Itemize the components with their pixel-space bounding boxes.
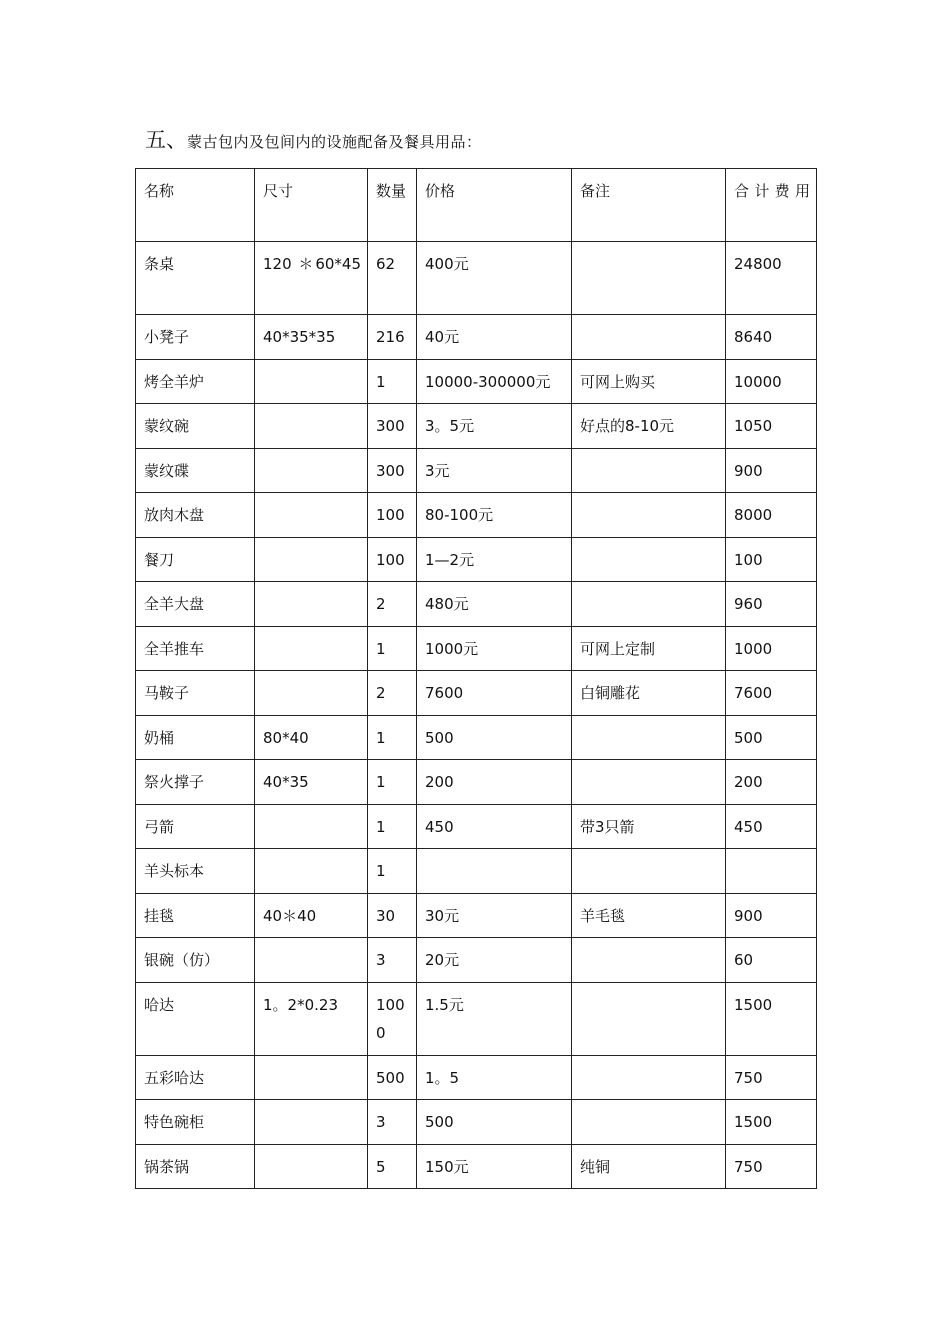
cell-size: [255, 582, 368, 627]
cell-price: [417, 849, 572, 894]
cell-size: [255, 804, 368, 849]
cell-qty: 100: [368, 537, 417, 582]
table-row: [136, 404, 817, 449]
cell-price: 3。5元: [417, 404, 572, 449]
table-row: [136, 537, 817, 582]
cell-size: 40*35*35: [255, 315, 368, 360]
table-row: [136, 493, 817, 538]
table-row: [136, 893, 817, 938]
cell-total: 450: [726, 804, 817, 849]
cell-price: 80-100元: [417, 493, 572, 538]
cell-total: 750: [726, 1144, 817, 1189]
cell-qty: 2: [368, 582, 417, 627]
cell-price: 7600: [417, 671, 572, 716]
cell-note: [572, 760, 726, 805]
cell-name: 马鞍子: [136, 671, 255, 716]
cell-size: [255, 493, 368, 538]
cell-price: 1。5: [417, 1055, 572, 1100]
table-row: [136, 760, 817, 805]
cell-qty: 1: [368, 715, 417, 760]
table-row: [136, 359, 817, 404]
cell-note: [572, 1055, 726, 1100]
table-row: [136, 938, 817, 983]
section-number: 五、: [145, 128, 187, 152]
cell-qty: 1: [368, 359, 417, 404]
table-header-row: [136, 169, 817, 242]
cell-total: 1500: [726, 1100, 817, 1145]
cell-total: 500: [726, 715, 817, 760]
cell-note: [572, 537, 726, 582]
cell-qty: 30: [368, 893, 417, 938]
cell-total: 8640: [726, 315, 817, 360]
table-row: [136, 804, 817, 849]
cell-note: 纯铜: [572, 1144, 726, 1189]
cell-name: 奶桶: [136, 715, 255, 760]
cell-price: 1.5元: [417, 982, 572, 1055]
cell-size: 40*35: [255, 760, 368, 805]
cell-qty: 3: [368, 938, 417, 983]
cell-name: 放肉木盘: [136, 493, 255, 538]
cell-name: 五彩哈达: [136, 1055, 255, 1100]
cell-note: 可网上定制: [572, 626, 726, 671]
cell-qty: 3: [368, 1100, 417, 1145]
header-total: 合计费用: [726, 169, 817, 242]
cell-note: [572, 448, 726, 493]
cell-price: 10000-300000元: [417, 359, 572, 404]
cell-total: 24800: [726, 242, 817, 315]
table-row: [136, 1100, 817, 1145]
cell-size: [255, 359, 368, 404]
cell-size: 1。2*0.23: [255, 982, 368, 1055]
cell-qty: 100: [368, 493, 417, 538]
cell-note: [572, 493, 726, 538]
cell-qty: 500: [368, 1055, 417, 1100]
cell-total: 900: [726, 448, 817, 493]
cell-note: 带3只箭: [572, 804, 726, 849]
cell-note: 可网上购买: [572, 359, 726, 404]
cell-name: 蒙纹碗: [136, 404, 255, 449]
cell-name: 烤全羊炉: [136, 359, 255, 404]
cell-size: [255, 849, 368, 894]
cell-price: 3元: [417, 448, 572, 493]
section-heading: [145, 124, 482, 154]
header-size: 尺寸: [255, 169, 368, 242]
cell-qty: 1000: [368, 982, 417, 1055]
cell-note: [572, 582, 726, 627]
section-title: 蒙古包内及包间内的设施配备及餐具用品：: [187, 133, 482, 151]
table-row: [136, 1144, 817, 1189]
cell-size: [255, 1100, 368, 1145]
cell-qty: 300: [368, 448, 417, 493]
cell-total: 60: [726, 938, 817, 983]
table-row: [136, 242, 817, 315]
equipment-table: [135, 168, 817, 1189]
cell-price: 400元: [417, 242, 572, 315]
cell-qty: 1: [368, 804, 417, 849]
cell-total: 1000: [726, 626, 817, 671]
cell-name: 条桌: [136, 242, 255, 315]
cell-name: 祭火撑子: [136, 760, 255, 805]
cell-price: 40元: [417, 315, 572, 360]
cell-note: [572, 315, 726, 360]
cell-name: 挂毯: [136, 893, 255, 938]
cell-qty: 216: [368, 315, 417, 360]
table-row: [136, 448, 817, 493]
table-row: [136, 849, 817, 894]
header-note: 备注: [572, 169, 726, 242]
cell-price: 1000元: [417, 626, 572, 671]
cell-name: 弓箭: [136, 804, 255, 849]
cell-name: 全羊推车: [136, 626, 255, 671]
cell-total: 900: [726, 893, 817, 938]
table-row: [136, 982, 817, 1055]
cell-price: 200: [417, 760, 572, 805]
cell-name: 小凳子: [136, 315, 255, 360]
header-qty: 数量: [368, 169, 417, 242]
cell-price: 480元: [417, 582, 572, 627]
cell-name: 餐刀: [136, 537, 255, 582]
cell-size: [255, 537, 368, 582]
cell-note: [572, 242, 726, 315]
cell-total: 750: [726, 1055, 817, 1100]
cell-name: 全羊大盘: [136, 582, 255, 627]
table-row: [136, 626, 817, 671]
cell-name: 特色碗柜: [136, 1100, 255, 1145]
cell-size: [255, 626, 368, 671]
cell-qty: 2: [368, 671, 417, 716]
table-row: [136, 582, 817, 627]
cell-qty: 5: [368, 1144, 417, 1189]
cell-total: 960: [726, 582, 817, 627]
table-row: [136, 715, 817, 760]
cell-size: [255, 938, 368, 983]
cell-note: 羊毛毯: [572, 893, 726, 938]
cell-price: 500: [417, 1100, 572, 1145]
cell-qty: 1: [368, 626, 417, 671]
cell-name: 蒙纹碟: [136, 448, 255, 493]
cell-price: 30元: [417, 893, 572, 938]
cell-price: 450: [417, 804, 572, 849]
table-row: [136, 671, 817, 716]
cell-size: [255, 1055, 368, 1100]
cell-qty: 1: [368, 849, 417, 894]
cell-size: [255, 671, 368, 716]
table-row: [136, 1055, 817, 1100]
cell-note: [572, 938, 726, 983]
cell-note: [572, 1100, 726, 1145]
cell-size: 40＊40: [255, 893, 368, 938]
cell-qty: 1: [368, 760, 417, 805]
cell-qty: 300: [368, 404, 417, 449]
cell-total: [726, 849, 817, 894]
cell-name: 银碗（仿）: [136, 938, 255, 983]
cell-size: [255, 448, 368, 493]
cell-price: 20元: [417, 938, 572, 983]
cell-name: 羊头标本: [136, 849, 255, 894]
cell-size: 120 ＊60*45: [255, 242, 368, 315]
cell-qty: 62: [368, 242, 417, 315]
cell-size: [255, 404, 368, 449]
cell-size: [255, 1144, 368, 1189]
cell-total: 8000: [726, 493, 817, 538]
header-price: 价格: [417, 169, 572, 242]
table-body: [136, 169, 817, 1189]
cell-note: 好点的8-10元: [572, 404, 726, 449]
cell-total: 10000: [726, 359, 817, 404]
cell-total: 100: [726, 537, 817, 582]
cell-total: 1500: [726, 982, 817, 1055]
cell-name: 哈达: [136, 982, 255, 1055]
cell-price: 1—2元: [417, 537, 572, 582]
header-name: 名称: [136, 169, 255, 242]
cell-note: 白铜雕花: [572, 671, 726, 716]
cell-total: 200: [726, 760, 817, 805]
cell-price: 150元: [417, 1144, 572, 1189]
cell-total: 1050: [726, 404, 817, 449]
cell-name: 锅茶锅: [136, 1144, 255, 1189]
cell-price: 500: [417, 715, 572, 760]
cell-size: 80*40: [255, 715, 368, 760]
cell-note: [572, 715, 726, 760]
cell-note: [572, 982, 726, 1055]
table-row: [136, 315, 817, 360]
cell-total: 7600: [726, 671, 817, 716]
cell-note: [572, 849, 726, 894]
